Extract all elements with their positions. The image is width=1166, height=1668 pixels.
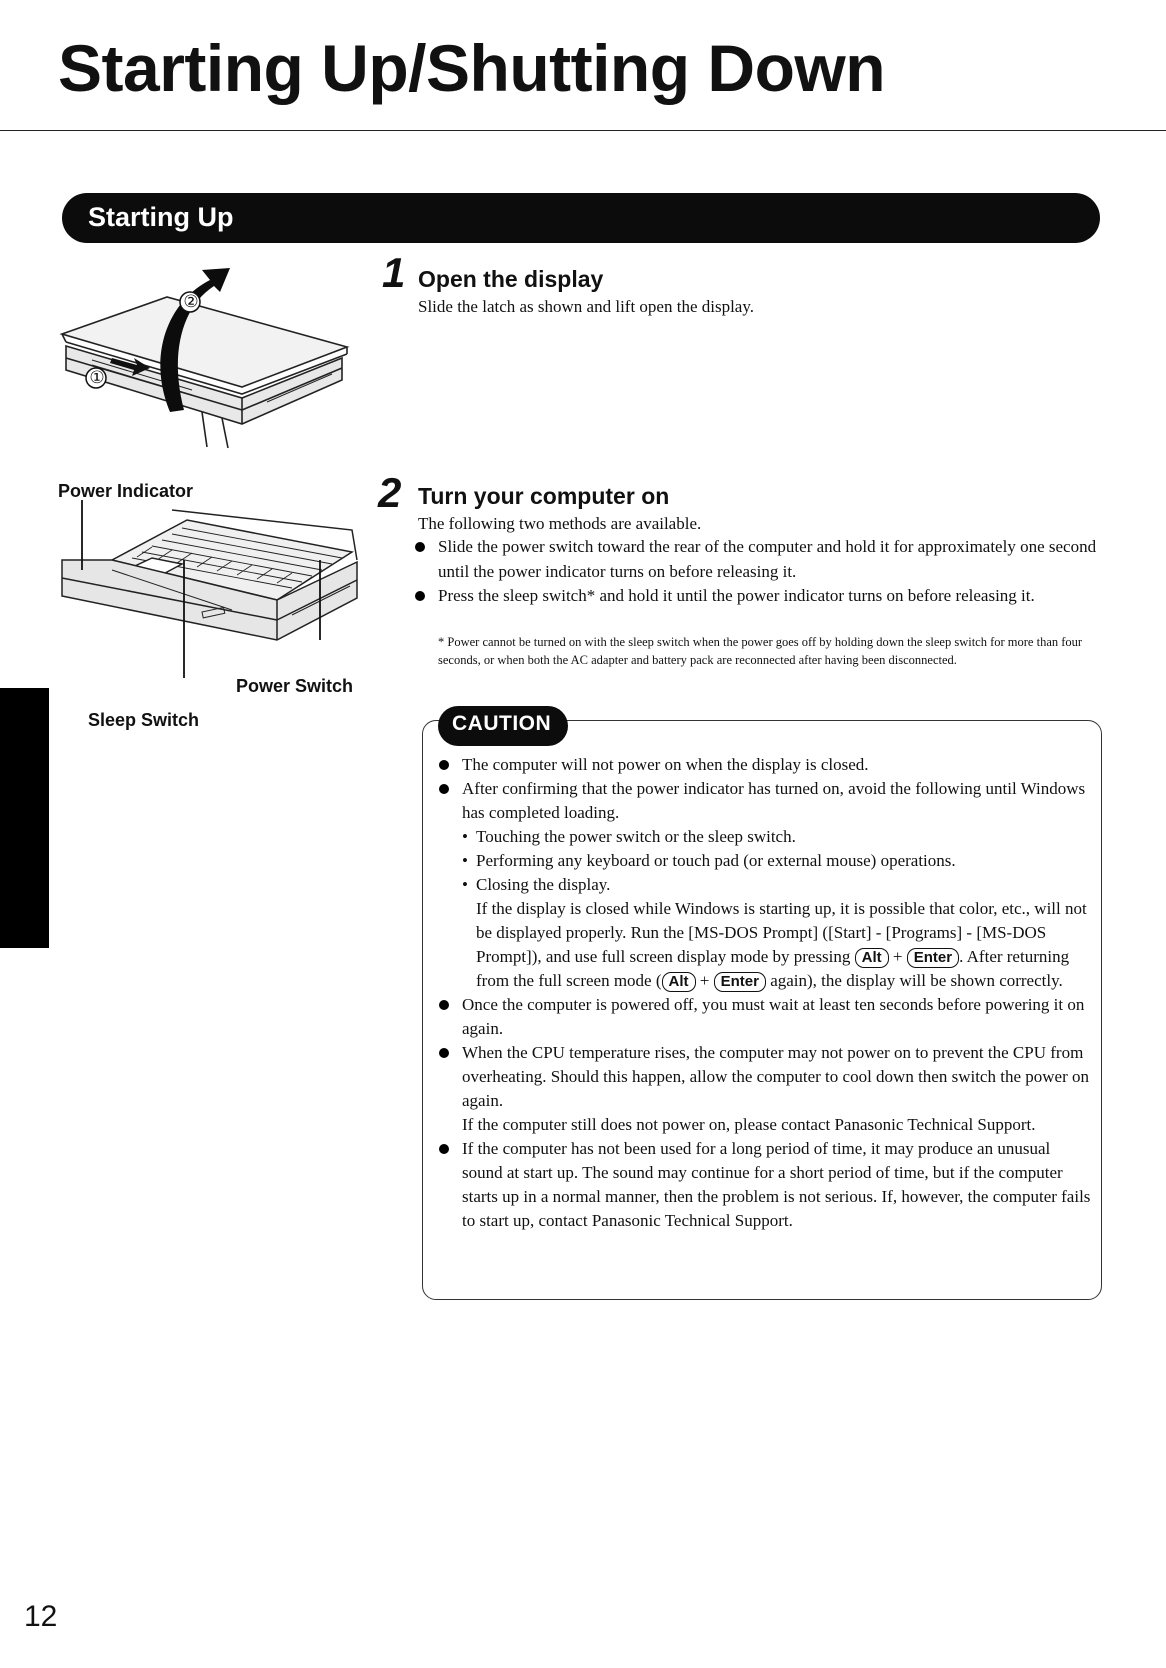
caution-subitem: • Closing the display. [462, 873, 1092, 897]
caution-text: After confirming that the power indicator has turned on, avoid the following until Windows has completed loading. [462, 779, 1086, 822]
step-2-number: 2 [378, 469, 402, 516]
open-display-illustration [52, 262, 352, 452]
step-1-text: Slide the latch as shown and lift open the display. [418, 297, 754, 316]
side-tab [0, 688, 49, 948]
enter-key: Enter [714, 972, 766, 992]
caution-text: If the computer still does not power on, please contact Panasonic Technical Support. [462, 1115, 1036, 1134]
step-2-footnote: * Power cannot be turned on with the sleep switch when the power goes off by holding down the sleep switch for more than four seconds, or when both the AC adapter and battery pack are reconnected after having been disconnected. [438, 635, 1083, 667]
caution-subitem: • Performing any keyboard or touch pad (or external mouse) operations. [462, 849, 1092, 873]
list-item: Slide the power switch toward the rear of the computer and hold it for approximately one second until the power indicator turns on before releasing it. [412, 535, 1102, 584]
alt-key: Alt [855, 948, 889, 968]
display-note-text: If the display is closed while Windows is starting up, it is possible that color, etc., will not be displayed properly. Run the [MS-DOS Prompt] ([Start] - [Programs] - [MS-DOS Prompt]), and use full screen display mode by pressing [476, 899, 1087, 966]
display-note-text: again), the display will be shown correctly. [765, 971, 1063, 990]
title-rule [0, 130, 1166, 131]
section-title: Starting Up [88, 202, 234, 232]
list-item: Press the sleep switch* and hold it until the power indicator turns on before releasing it. [412, 584, 1102, 609]
caution-label: CAUTION [452, 712, 552, 735]
step-2-intro: The following two methods are available. [418, 514, 702, 533]
plus-sign: + [699, 971, 710, 990]
caution-item: If the computer has not been used for a long period of time, it may produce an unusual sound at start up. The sound may continue for a short period of time, but if the computer starts up in a normal manner, then the problem is not serious. If, however, the computer fails to start up, contact Panasonic Technical Support. [436, 1137, 1092, 1233]
page-number: 12 [24, 1600, 58, 1633]
step-1-title: Open the display [418, 266, 604, 292]
display-note-text: . After returning from the full screen mode ( [476, 947, 1070, 990]
step-2-methods [412, 535, 1102, 609]
power-switch-label: Power Switch [236, 676, 354, 696]
caution-item [436, 777, 1092, 993]
caution-text: When the CPU temperature rises, the computer may not power on to prevent the CPU from overheating. Should this happen, allow the computer to cool down then switch the power on again. [462, 1043, 1089, 1110]
caution-item: The computer will not power on when the display is closed. [436, 753, 1092, 777]
display-mode-note [462, 897, 1092, 993]
plus-sign: + [892, 947, 903, 966]
caution-list [436, 753, 1092, 1233]
marker-2: ② [183, 292, 199, 311]
page-title: Starting Up/Shutting Down [58, 31, 886, 105]
caution-item [436, 1041, 1092, 1137]
step-2-title: Turn your computer on [418, 483, 670, 509]
caution-subitem: • Touching the power switch or the sleep switch. [462, 825, 1092, 849]
alt-key: Alt [662, 972, 696, 992]
laptop-switches-illustration [52, 500, 362, 700]
enter-key: Enter [907, 948, 959, 968]
caution-item: Once the computer is powered off, you must wait at least ten seconds before powering it on again. [436, 993, 1092, 1041]
power-indicator-label: Power Indicator [58, 481, 194, 501]
sleep-switch-label: Sleep Switch [88, 710, 200, 730]
step-1-number: 1 [382, 249, 406, 296]
marker-1: ① [89, 368, 105, 387]
